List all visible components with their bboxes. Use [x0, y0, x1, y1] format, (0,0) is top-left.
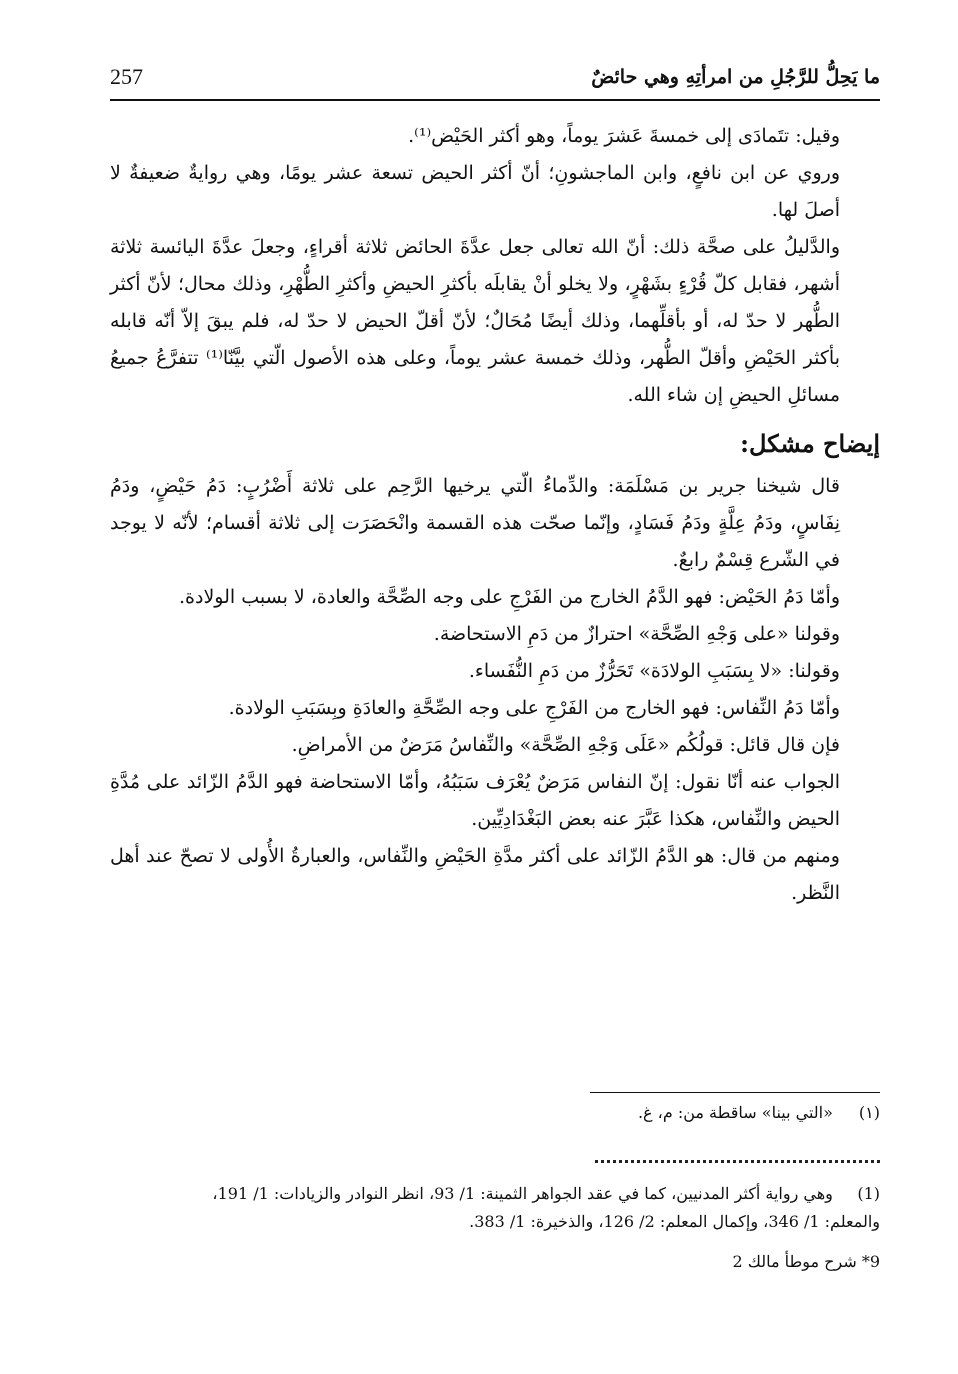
footnote — [110, 1180, 880, 1208]
header-rule — [110, 99, 880, 101]
paragraph: والدَّليلُ على صحَّة ذلك: أنّ الله تعالى جعل عدَّةَ الحائض ثلاثة أقراءٍ، وجعلَ عدَّةَ اليائسة ثلاثة أشهر، فقابل كلّ قُرْءٍ بشَهْرٍ، ولا يخلو أنْ يقابلَه بأكثرِ الحيضِ وأكثرِ الطُّهْرِ، وذلك محال؛ لأنّ أكثر الطُّهر لا حدّ له، أو بأقلِّهما، وذلك أيضًا مُحَالٌ؛ لأنّ أقلّ الحيض لا حدّ له، فلم يبقَ إلاّ أنّه قابله بأكثر الحَيْضِ وأقلّ الطُّهر، وذلك خمسة عشر يوماً، وعلى هذه الأصول الّتي بيَّنّا⁽¹⁾ تتفرَّعُ جميعُ مسائلِ الحيضِ إن شاء الله. — [110, 236, 840, 406]
footnote-text: وهي رواية أكثر المدنيين، كما في عقد الجواهر الثمينة: 1/ 93، انظر النوادر والزيادات: 1/ 191، — [212, 1184, 833, 1203]
section-heading: إيضاح مشكل: — [740, 429, 880, 458]
footnote-text: «التي بينا» ساقطة من: م، غ. — [637, 1103, 833, 1122]
paragraph: وروي عن ابن نافعٍ، وابن الماجشونِ؛ أنّ أكثر الحيض تسعة عشر يومًا، وهي روايةٌ ضعيفةٌ لا أصلَ لها. — [110, 162, 840, 221]
footnote-continuation: والمعلم: 1/ 346، وإكمال المعلم: 2/ 126، والذخيرة: 1/ 383. — [469, 1212, 880, 1231]
page-number: 257 — [110, 64, 143, 89]
paragraph: ومنهم من قال: هو الدَّمُ الزّائد على أكثر مدَّةِ الحَيْضِ والنِّفاس، والعبارةُ الأُولى لا تصحّ عند أهل النَّظر. — [110, 845, 840, 904]
paragraph: الجواب عنه أنّا نقول: إنّ النفاس مَرَضٌ يُعْرَف سَبَبُهُ، وأمّا الاستحاضة فهو الدَّمُ الزّائد على مُدَّةِ الحيض والنِّفاس، هكذا عَبَّرَ عنه بعض البَغْدَادِيِّين. — [110, 771, 840, 830]
footnotes-source — [110, 1180, 880, 1236]
footnote — [110, 1098, 880, 1128]
page-header — [110, 62, 880, 102]
paragraph: قال شيخنا جرير بن مَسْلَمَة: والدِّماءُ الّتي يرخيها الرَّحِم على ثلاثة أَضْرُبٍ: دَمُ حَيْضٍ، ودَمُ نِفَاسٍ، ودَمُ عِلَّةٍ ودَمُ فَسَادٍ، وإنّما صحّت هذه القسمة وانْحَصَرَت إلى ثلاثة أقسام؛ لأنّه لا يوجد في الشّرع قِسْمٌ رابعٌ. — [110, 475, 840, 571]
paragraph: فإن قال قائل: قولُكُم «عَلَى وَجْهِ الصِّحَّة» والنِّفاسُ مَرَضٌ من الأمراضِ. — [291, 734, 840, 756]
running-title: ما يَحِلُّ للرَّجُلِ من امرأتِهِ وهي حائضٌ — [591, 66, 880, 88]
footnotes-editor — [110, 1098, 880, 1128]
footnote-number: (1) — [857, 1184, 880, 1203]
paragraph: وقولنا: «لا بِسَبَبِ الولادَة» تَحَرُّزٌ من دَمِ النُّفَساء. — [468, 660, 840, 682]
footnote-number: (١) — [858, 1103, 880, 1122]
main-text — [110, 118, 880, 912]
paragraph: وأمّا دَمُ الحَيْض: فهو الدَّمُ الخارج من الفَرْجِ على وجه الصِّحَّة والعادة، لا بسبب الولادة. — [179, 586, 840, 608]
dotted-separator — [595, 1160, 880, 1163]
paragraph: وأمّا دَمُ النِّفاس: فهو الخارج من الفَرْجِ على وجه الصِّحَّةِ والعادَةِ وبِسَبَبِ الولادة. — [228, 697, 840, 719]
paragraph: وقيل: تتَمادَى إلى خمسةَ عَشرَ يوماً، وهو أكثر الحَيْض⁽¹⁾. — [408, 125, 840, 147]
paragraph: وقولنا «على وَجْهِ الصِّحَّة» احترازٌ من دَمِ الاستحاضة. — [433, 623, 840, 645]
printer-signature: 9* شرح موطأ مالك 2 — [732, 1252, 880, 1271]
footnote-rule — [590, 1092, 880, 1093]
